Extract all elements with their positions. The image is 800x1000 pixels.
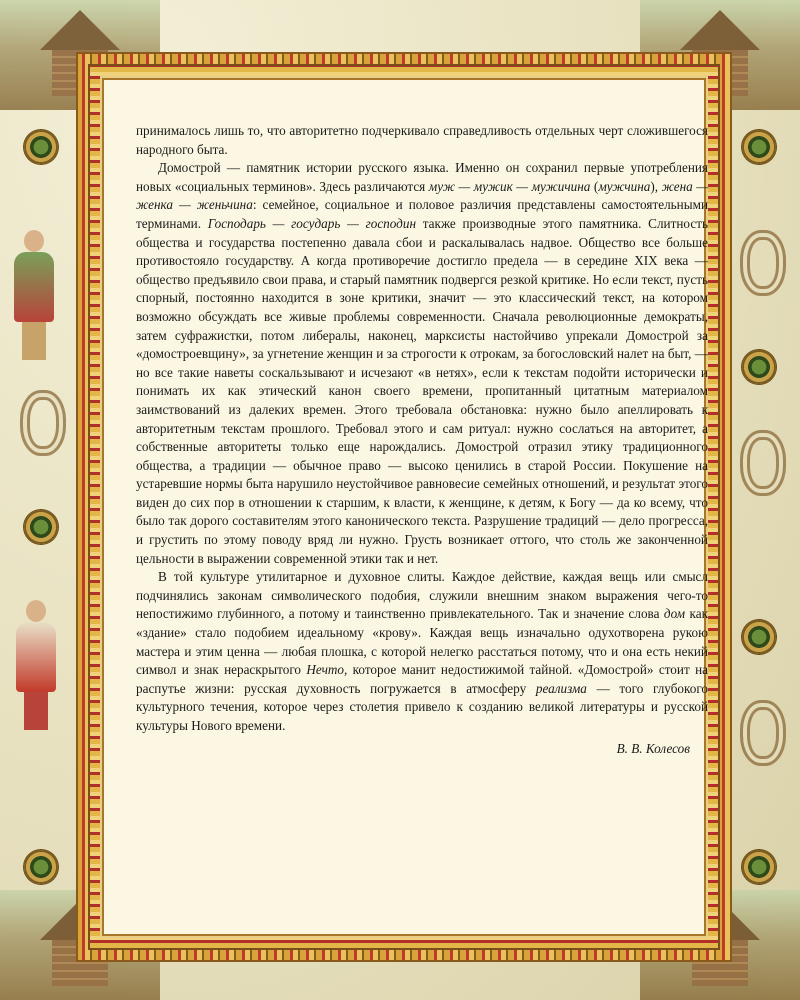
medallion-ornament	[742, 130, 776, 164]
paragraph	[136, 159, 708, 568]
medallion-ornament	[24, 130, 58, 164]
text-run: (	[590, 178, 599, 194]
celtic-knot-ornament	[740, 700, 786, 766]
text-run: : семейное, социальное и половое различия представлены самостоятельными терминами.	[136, 197, 708, 231]
text-run: также производные этого памятника. Слитность общества и государства постепенно давала сбои и раскалывалась надвое. Общество все больше противостояло государству. А когда противоречие достигло предела — в середине XIX века — общество предъявило свои права, и старый памятник подвергся резкой критике. Но если текст, пусть спорный, постоянно находится в зоне критики, значит — это классический текст, на котором возможно обсуждать все живые проблемы современности. Сначала революционные демократы, затем суфражистки, потом либералы, наконец, марксисты настойчиво упрекали Домострой за «домостроевщину», за угнетение женщин и за строгости к отрокам, за богословский налет на быт, — но все такие наветы соскальзывают и исчезают «в нетях», если к текстам подойти исторически и понимать их как этический канон своего времени, пропитанный цитатным материалом заимствований из далеких времен. Этого требовала обстановка: нужно было апеллировать к авторитетным текстам прошлого. Требовал этого и сам ритуал: нужно сослаться на авторитет, а собственные авторитеты только еще нарождались. Домострой отразил этику традиционного общества, а традиции — обычное право — высоко ценились в старой России. Покушение на устаревшие нормы быта нарушило неустойчивое равновесие семейных отношений, и результат этого виден до сих пор в отношении к старшим, к власти, к женщине, к детям, к Богу — да ко всему, что было так дорого составителям этого канонического текста. Разрушение традиций — дело прогресса, и грустить по этому поводу вряд ли нужно. Грусть возникает оттого, что столь же законченной цельности в выражении современной этики так и нет.	[136, 215, 708, 566]
text-run: В той культуре утилитарное и духовное слиты. Каждое действие, каждая вещь или смысл подчинялись законам символического подобия, служили внешним знаком выражения чего-то непостижимо глубинного, а потому и таинственно привлекательного. Так и значение слова	[136, 569, 708, 622]
text-run: которое манит недостижимой тайной. «Домострой» стоит на распутье жизни: русская духовность погружается в атмосферу	[136, 662, 708, 696]
woman-in-folk-costume-illustration	[6, 600, 66, 730]
italic-term: Господарь — государь — господин	[207, 215, 416, 231]
italic-term: мужчина	[598, 178, 651, 194]
celtic-knot-ornament	[20, 390, 66, 456]
man-in-folk-costume-illustration	[4, 230, 64, 360]
paragraph	[136, 122, 708, 159]
medallion-ornament	[742, 620, 776, 654]
text-run: как «здание» стало подобием идеальному «крову». Каждая вещь изначально одухотворена рукою мастера и этим ценна — любая плошка, с которой нелегко расстаться потому, что и она есть некий символ и знак нераскрытого	[136, 606, 708, 678]
medallion-ornament	[24, 510, 58, 544]
text-run: принималось лишь то, что авторитетно подчеркивало справедливость отдельных черт сложившегося народного быта.	[136, 123, 708, 157]
text-run: — того глубокого культурного течения, которое через столетия привело к созданию великой литературы и русской культуры Нового времени.	[136, 680, 709, 733]
italic-term: жена — женка — женьчина	[136, 178, 708, 213]
italic-term: Нечто,	[306, 662, 348, 678]
text-run: ),	[650, 178, 662, 194]
author-signature: В. В. Колесов	[616, 740, 690, 756]
medallion-ornament	[742, 350, 776, 384]
italic-term: реализма	[535, 680, 587, 696]
medallion-ornament	[742, 850, 776, 884]
celtic-knot-ornament	[740, 430, 786, 496]
italic-term: дом	[663, 606, 686, 622]
paragraph	[136, 568, 708, 735]
medallion-ornament	[24, 850, 58, 884]
italic-term: муж — мужик — мужичина	[428, 178, 591, 194]
article-text	[136, 122, 708, 758]
text-run: Домострой — памятник истории русского языка. Именно он сохранил первые употребления новых «социальных терминов». Здесь различаются	[136, 160, 708, 194]
celtic-knot-ornament	[740, 230, 786, 296]
